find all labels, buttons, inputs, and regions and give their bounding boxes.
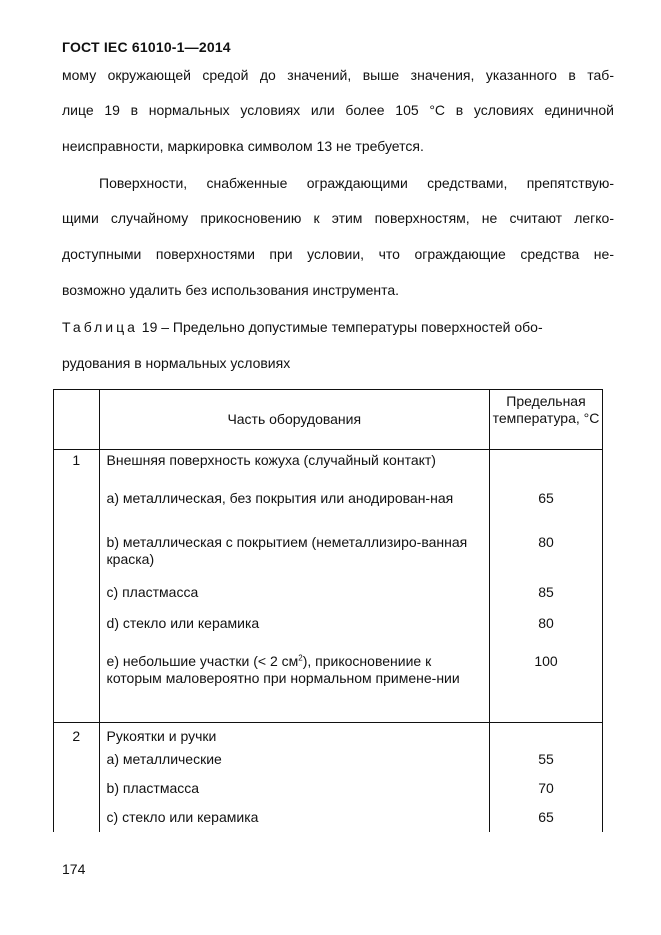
temperature-table bbox=[53, 389, 603, 832]
table-row bbox=[54, 534, 603, 584]
table-row bbox=[54, 615, 603, 653]
group-title: Рукоятки и ручки bbox=[99, 723, 489, 752]
header-cell-empty bbox=[54, 390, 100, 450]
table-row bbox=[54, 584, 603, 615]
table-row bbox=[54, 490, 603, 534]
row-value: 80 bbox=[489, 615, 602, 653]
table-cell-empty bbox=[489, 723, 602, 752]
table-row bbox=[54, 780, 603, 809]
table-caption-label: Таблица bbox=[62, 319, 138, 335]
row-value: 55 bbox=[489, 751, 602, 780]
table-cell-empty bbox=[54, 490, 100, 534]
superscript: 2 bbox=[298, 653, 303, 663]
row-value: 80 bbox=[489, 534, 602, 584]
table-caption-text: 19 – Предельно допустимые температуры поверхностей обо- bbox=[137, 319, 543, 335]
body-text-line: Поверхности, снабженные ограждающими средствами, препятствую- bbox=[99, 175, 614, 191]
row-value: 65 bbox=[489, 490, 602, 534]
table-cell-empty bbox=[54, 653, 100, 723]
table-row bbox=[54, 450, 603, 491]
row-label: b) пластмасса bbox=[99, 780, 489, 809]
row-value: 85 bbox=[489, 584, 602, 615]
body-text-line: лице 19 в нормальных условиях или более 105 °С в условиях единичной bbox=[62, 102, 614, 118]
table-cell-empty bbox=[54, 534, 100, 584]
row-label: d) стекло или керамика bbox=[99, 615, 489, 653]
row-label-part: ), прикосновениие к которым маловероятно при нормальном примене-нии bbox=[106, 653, 460, 686]
row-value: 65 bbox=[489, 809, 602, 832]
row-label: a) металлические bbox=[99, 751, 489, 780]
row-label: c) пластмасса bbox=[99, 584, 489, 615]
body-text-line: возможно удалить без использования инструмента. bbox=[62, 282, 400, 298]
header-cell-part: Часть оборудования bbox=[99, 390, 489, 450]
table-cell-empty bbox=[54, 780, 100, 809]
page-number: 174 bbox=[62, 861, 86, 877]
table-caption-continued: рудования в нормальных условиях bbox=[62, 355, 291, 371]
table-cell-empty bbox=[489, 450, 602, 491]
group-title: Внешняя поверхность кожуха (случайный контакт) bbox=[99, 450, 489, 491]
body-text-line: мому окружающей средой до значений, выше значения, указанного в таб- bbox=[62, 67, 614, 83]
body-text-line: неисправности, маркировка символом 13 не требуется. bbox=[62, 138, 424, 154]
row-label: c) стекло или керамика bbox=[99, 809, 489, 832]
row-label-part: e) небольшие участки (< 2 см bbox=[106, 653, 299, 669]
table-cell-empty bbox=[54, 809, 100, 832]
row-value: 70 bbox=[489, 780, 602, 809]
row-label: a) металлическая, без покрытия или анодирован-ная bbox=[99, 490, 489, 534]
row-value: 100 bbox=[489, 653, 602, 723]
table-row bbox=[54, 809, 603, 832]
group-number: 1 bbox=[54, 450, 100, 491]
table-row bbox=[54, 751, 603, 780]
row-label: b) металлическая с покрытием (неметаллизиро-ванная краска) bbox=[99, 534, 489, 584]
table-row bbox=[54, 653, 603, 723]
body-text-line: доступными поверхностями при условии, что ограждающие средства не- bbox=[62, 246, 614, 262]
document-header: ГОСТ IEC 61010-1—2014 bbox=[62, 39, 231, 55]
group-number: 2 bbox=[54, 723, 100, 752]
header-cell-temperature: Предельная температура, °С bbox=[489, 390, 602, 450]
table-header-row bbox=[54, 390, 603, 450]
table-row bbox=[54, 723, 603, 752]
row-label bbox=[99, 653, 489, 723]
table-cell-empty bbox=[54, 615, 100, 653]
table-caption bbox=[62, 318, 614, 336]
table-cell-empty bbox=[54, 751, 100, 780]
body-text-line: щими случайному прикосновению к этим поверхностям, не считают легко- bbox=[62, 210, 614, 226]
table-cell-empty bbox=[54, 584, 100, 615]
